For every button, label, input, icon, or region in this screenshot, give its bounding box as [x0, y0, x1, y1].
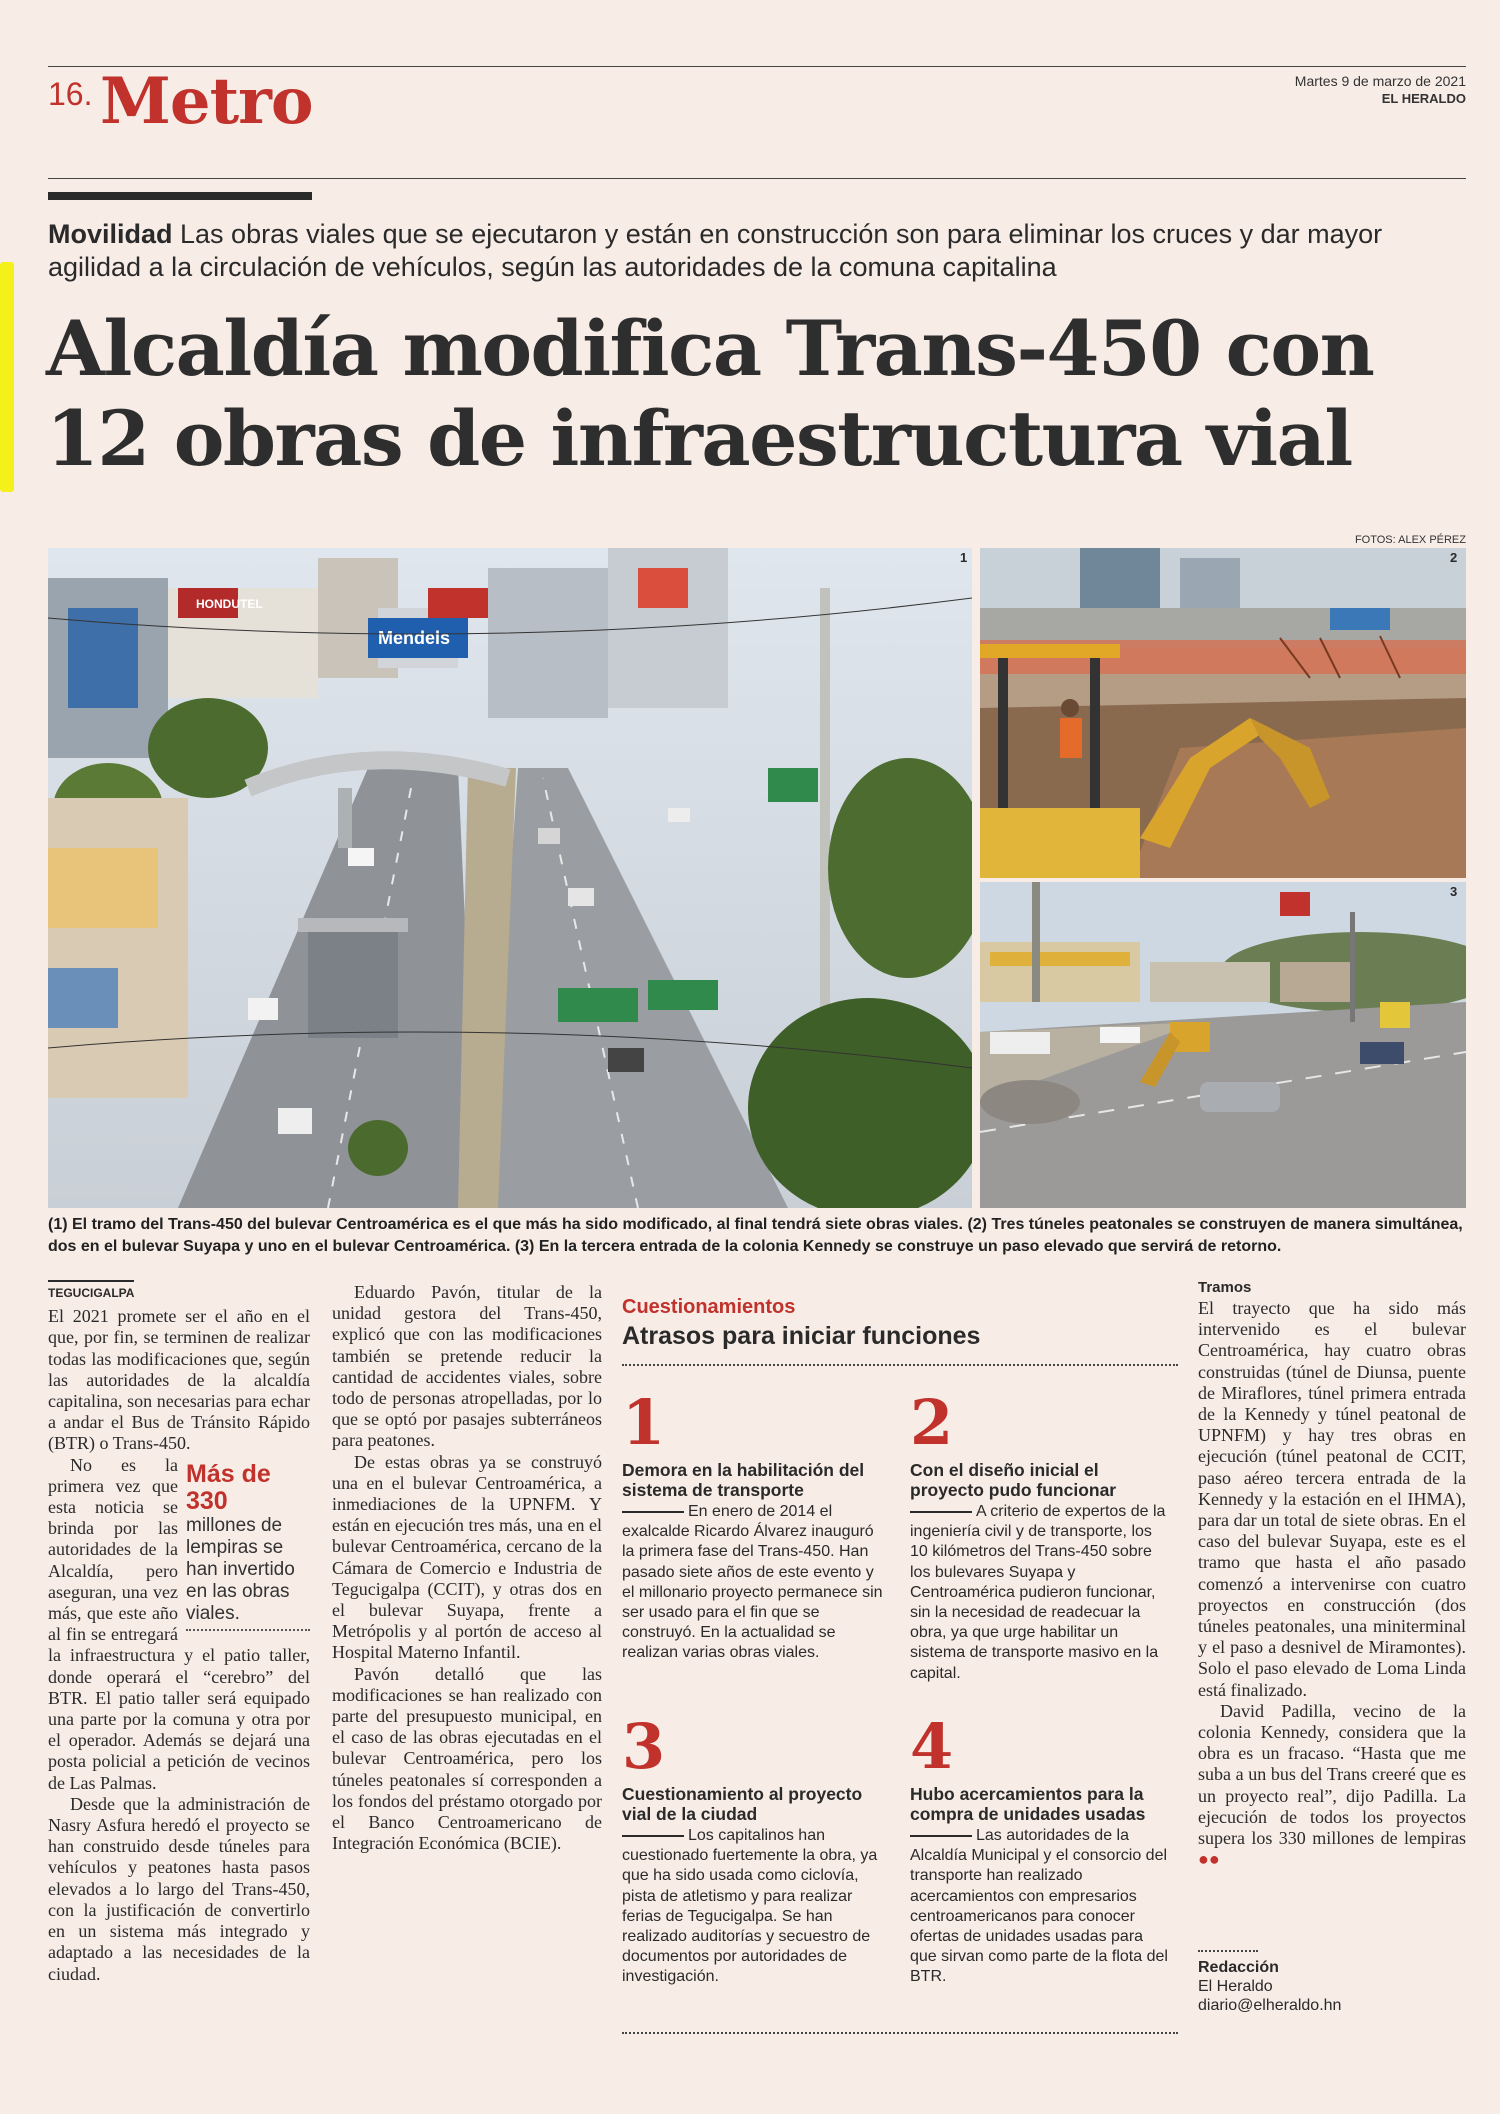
photo-number-3: 3 — [1450, 884, 1458, 899]
sign-hondutel: HONDUTEL — [196, 597, 263, 611]
highlighter-mark — [0, 262, 14, 492]
item-number: 3 — [622, 1710, 666, 1783]
item-number: 4 — [910, 1710, 954, 1783]
photo-caption: (1) El tramo del Trans-450 del bulevar Centroamérica es el que más ha sido modificado, al final tendrá siete obras viales. (2) Tres túneles peatonales se construyen de manera simultánea, dos en el bulevar Suyapa y uno en el bulevar Centroamérica. (3) En la tercera entrada de la colonia Kennedy se construye un paso elevado que servirá de retorno. — [48, 1216, 1463, 1255]
byline-name: El Heraldo — [1198, 1978, 1273, 1995]
article-paragraph: El 2021 promete ser el año en el que, por fin, se terminen de realizar todas las modificaciones que, según las autoridades de la alcaldía capitalina, son necesarias para echar a andar el Bus de Tránsito Rápido (BTR) o Trans-450. — [48, 1306, 310, 1454]
tramos-paragraph-text: David Padilla, vecino de la colonia Kennedy, considera que la obra es un fracaso. “Hasta que me suba a un bus del Trans creeré que es un proyecto real”, dijo Padilla. La ejecución de todos los proyectos supera los 330 millones de lempiras — [1198, 1700, 1466, 1849]
pull-quote — [186, 1461, 310, 1631]
lede-text: Las obras viales que se ejecutaron y están en construcción son para eliminar los cruces y dar mayor agilidad a la circulación de vehículos, según las autoridades de la comuna capitalina — [48, 219, 1383, 282]
lede — [48, 218, 1468, 284]
article-paragraph-text: No es la primera vez que esta noticia se brinda por las autoridades de la Alcaldía, pero aseguran, una vez más, que este año al fin se entregará la infraestructura y el patio taller, donde operará el “cerebro” del BTR. El patio taller será equipado una parte por la comuna y otra por el operador. Además se dejará una posta policial a petición de vecinos de Las Palmas. — [48, 1454, 310, 1793]
photo-number-1: 1 — [960, 550, 968, 565]
item-body-text: A criterio de expertos de la ingeniería civil y de transporte, los 10 kilómetros del Trans-450 sobre los bulevares Suyapa y Centroamérica pudieron funcionar, sin la necesidad de readecuar la obra, ya que urge habilitar un sistema de transporte masivo en la capital. — [910, 1503, 1166, 1682]
page-number: 16. — [48, 76, 93, 112]
headline: Alcaldía modifica Trans-450 con 12 obras de infraestructura vial — [46, 304, 1374, 483]
box-rule-bottom — [622, 2032, 1178, 2034]
article-paragraph — [48, 1455, 310, 1794]
sign-mendels: Mendels — [378, 628, 451, 648]
item-body — [622, 1826, 884, 1988]
item-title: Con el diseño inicial el proyecto pudo funcionar — [910, 1460, 1117, 1500]
tramos-paragraph — [1198, 1701, 1466, 1871]
section-title: Metro — [100, 64, 313, 139]
item-title: Demora en la habilitación del sistema de transporte — [622, 1460, 865, 1500]
newspaper-name: EL HERALDO — [1381, 91, 1466, 106]
article-paragraph: Desde que la administración de Nasry Asfura heredó el proyecto se han construido desde túneles para vehículos y peatones hasta pasos elevados a lo largo del Trans-450, con la justificación de convertirlo en un sistema más integrado y adaptado a las necesidades de la ciudad. — [48, 1793, 310, 1984]
box-item-3 — [622, 1710, 884, 1988]
photo-number-2: 2 — [1450, 550, 1458, 565]
item-body — [910, 1502, 1172, 1684]
item-title: Cuestionamiento al proyecto vial de la ciudad — [622, 1784, 863, 1824]
item-body — [910, 1826, 1172, 1988]
article-column-1 — [48, 1280, 310, 1985]
article-column-2 — [332, 1282, 602, 1854]
pull-quote-figure: Más de 330 — [186, 1459, 271, 1515]
lede-kicker: Movilidad — [48, 219, 173, 249]
article-paragraph: De estas obras ya se construyó una en el bulevar Centroamérica, a inmediaciones de la UPNFM. Y están en ejecución tres más, una en el bulevar Centroamérica, cercano de la Cámara de Comercio e Industria de Tegucigalpa (CCIT), y otras dos en el bulevar Suyapa, frente a Metrópolis y al portón de acceso al Hospital Materno Infantil. — [332, 1451, 602, 1663]
box-item-1 — [622, 1386, 884, 1664]
article-column-4 — [1198, 1278, 1466, 1870]
section-bar — [48, 192, 312, 200]
tramos-paragraph: El trayecto que ha sido más intervenido es el bulevar Centroamérica, hay cuatro obras construidas (túnel de Diunsa, puente de Miraflores, túnel primera entrada de la Kennedy y túnel peatonal de UPNFM) y hay tres obras en ejecución (túnel peatonal de CCIT, paso aéreo tercera entrada de la Kennedy y la estación en el IHMA), para dar un total de siete obras. En el caso del bulevar Suyapa, este es el tramo que hasta el año pasado comenzó a intervenirse con cuatro proyectos en construcción (dos túneles peatonales, una miniterminal y el paso a desnivel de Miramontes). Solo el paso elevado de Loma Linda está finalizado. — [1198, 1298, 1466, 1700]
box-item-4 — [910, 1710, 1172, 1988]
item-number: 1 — [622, 1386, 666, 1459]
photo-excavation — [980, 548, 1466, 878]
item-body-text: Las autoridades de la Alcaldía Municipal y el consorcio del transporte han realizado acercamientos con empresarios centroamericanos para conocer ofertas de unidades usadas para que sirvan como parte de la flota del BTR. — [910, 1827, 1168, 1986]
photo-boulevard — [48, 548, 972, 1208]
section-rule — [48, 178, 1466, 179]
box-kicker: Cuestionamientos — [622, 1296, 796, 1318]
photo-credit: FOTOS: ALEX PÉREZ — [1354, 534, 1466, 546]
photo-kennedy — [980, 882, 1466, 1208]
box-rule-top — [622, 1364, 1178, 1366]
byline-label: Redacción — [1198, 1959, 1279, 1976]
dateline — [1295, 72, 1466, 108]
byline-email: diario@elheraldo.hn — [1198, 1997, 1342, 2014]
box-item-2 — [910, 1386, 1172, 1684]
item-title: Hubo acercamientos para la compra de unidades usadas — [910, 1784, 1146, 1824]
issue-date: Martes 9 de marzo de 2021 — [1294, 73, 1466, 89]
pull-quote-text: millones de lempiras se han invertido en las obras viales. — [186, 1514, 295, 1624]
article-paragraph: Pavón detalló que las modificaciones se han realizado con parte del presupuesto municipal, en el caso de las obras ejecutadas en el bulevar Centroamérica, pero los túneles peatonales sí corresponden a los fondos del préstamo otorgado por el Banco Centroamericano de Integración Económica (BCIE). — [332, 1663, 602, 1854]
item-body — [622, 1502, 884, 1664]
box-title: Atrasos para iniciar funciones — [622, 1322, 981, 1350]
item-body-text: Los capitalinos han cuestionado fuertemente la obra, ya que ha sido usada como ciclovía, pista de atletismo y para realizar ferias de Tegucigalpa. Se han realizado auditorías y secuestro de documentos por autoridades de investigación. — [622, 1827, 878, 1986]
article-paragraph: Eduardo Pavón, titular de la unidad gestora del Trans-450, explicó que con las modificaciones también se pretende reducir la cantidad de accidentes viales, sobre todo de personas atropelladas, por lo que se optó por pasajes subterráneos para peatones. — [332, 1282, 602, 1451]
byline — [1198, 1950, 1466, 2015]
item-body-text: En enero de 2014 el exalcalde Ricardo Álvarez inauguró la primera fase del Trans-450. Han pasado siete años de este evento y el millonario proyecto permanece sin ser usado para el fin que se construyó. En la actualidad se realizan varias obras viales. — [622, 1503, 883, 1662]
tramos-kicker: Tramos — [1198, 1279, 1252, 1296]
item-number: 2 — [910, 1386, 954, 1459]
end-mark: ●● — [1198, 1849, 1220, 1870]
article-dateline: TEGUCIGALPA — [48, 1280, 134, 1304]
